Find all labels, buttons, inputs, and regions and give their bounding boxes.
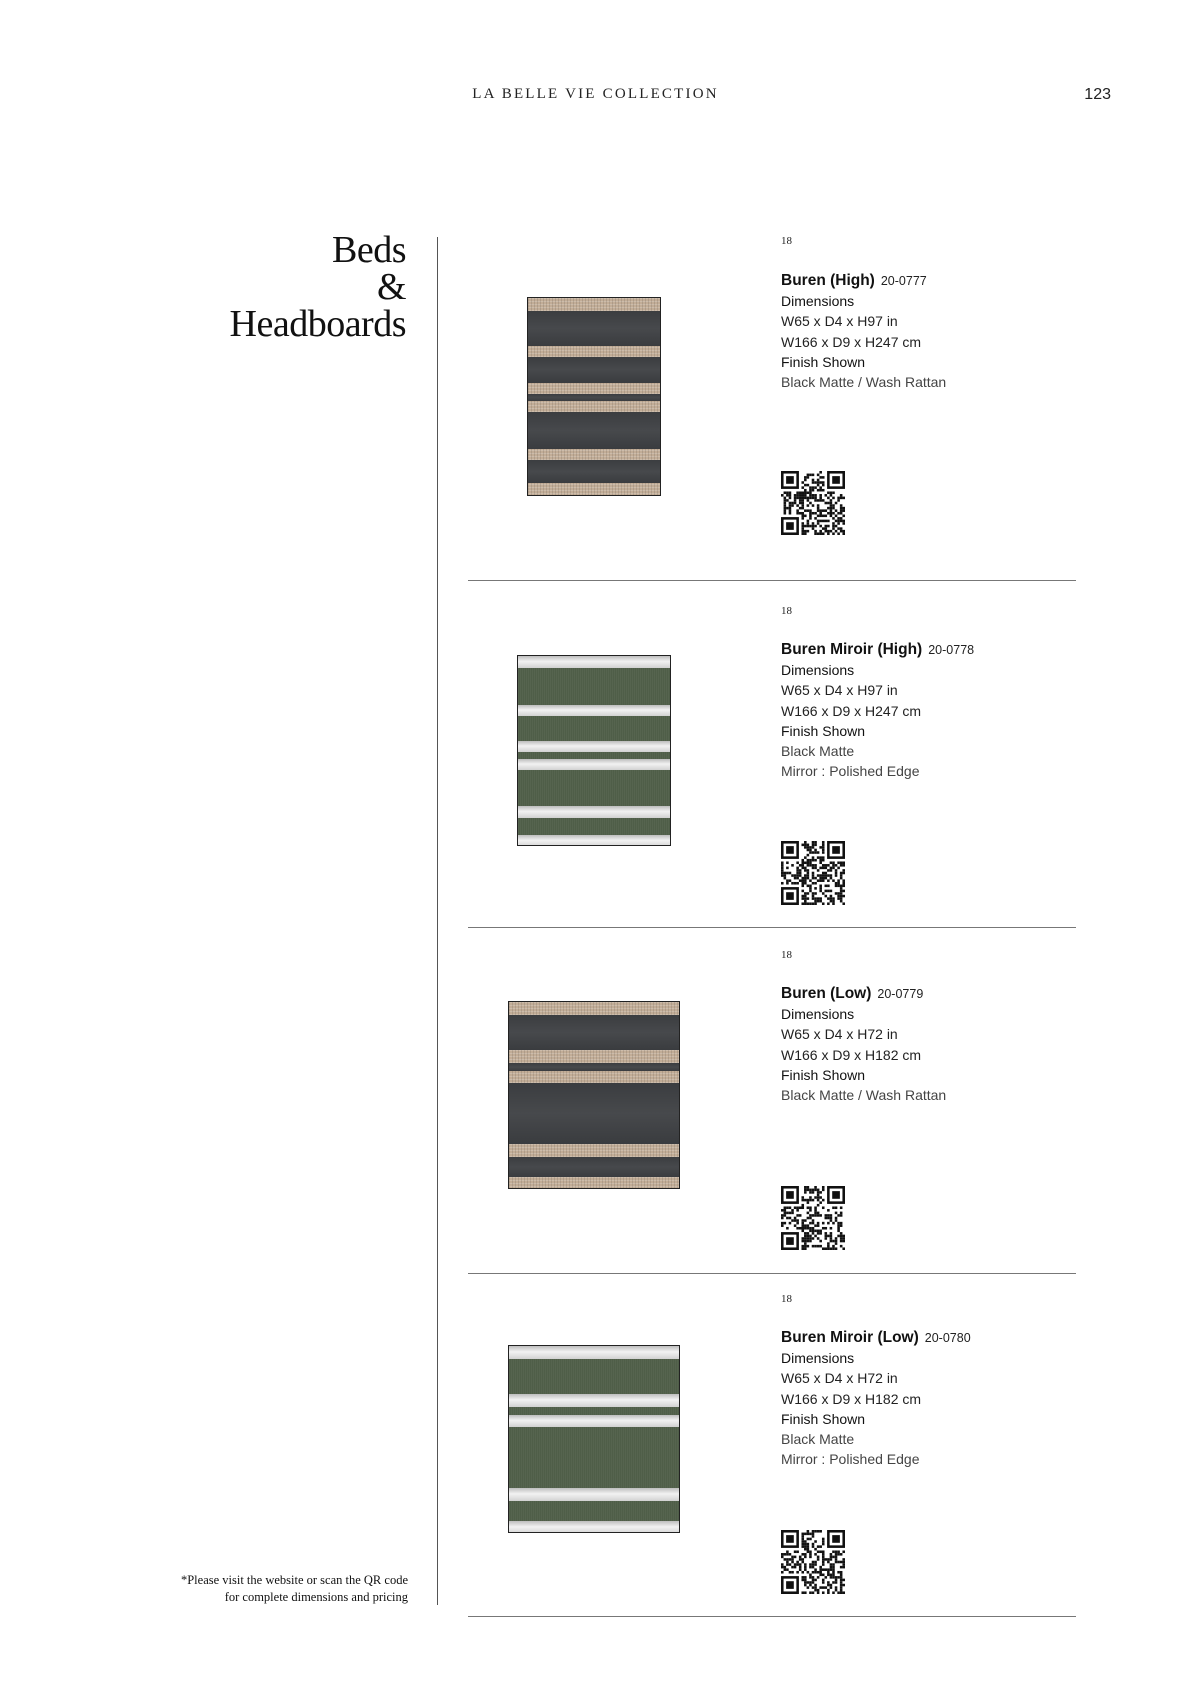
product-name: Buren (High)	[781, 272, 875, 289]
dimensions-label: Dimensions	[781, 1006, 855, 1023]
product-image-headboard	[517, 655, 671, 846]
product-divider	[468, 580, 1076, 581]
footnote-line: *Please visit the website or scan the QR code	[180, 1573, 408, 1587]
dimensions-inches: W65 x D4 x H97 in	[781, 313, 898, 330]
product-number: 18	[781, 1293, 792, 1305]
finish-value: Black Matte / Wash Rattan	[781, 374, 947, 391]
finish-value: Black Matte	[781, 1431, 855, 1448]
qr-code-icon[interactable]	[781, 1186, 845, 1250]
product-image-headboard	[508, 1001, 680, 1189]
product-entry	[468, 230, 1076, 580]
product-entry	[468, 600, 1076, 928]
product-image-headboard	[527, 297, 661, 496]
qr-code-icon[interactable]	[781, 841, 845, 905]
product-info	[781, 1327, 971, 1469]
footnote-line: for complete dimensions and pricing	[224, 1590, 408, 1604]
finish-label: Finish Shown	[781, 1410, 866, 1427]
dimensions-cm: W166 x D9 x H182 cm	[781, 1046, 922, 1063]
finish-label: Finish Shown	[781, 353, 866, 370]
qr-code-icon[interactable]	[781, 471, 845, 535]
vertical-divider	[437, 237, 438, 1605]
product-name: Buren (Low)	[781, 985, 872, 1002]
product-name: Buren Miroir (Low)	[781, 1329, 919, 1346]
dimensions-inches: W65 x D4 x H72 in	[781, 1026, 898, 1043]
product-entry	[468, 944, 1076, 1274]
product-code: 20-0777	[880, 274, 927, 288]
product-number: 18	[781, 605, 792, 617]
dimensions-label: Dimensions	[781, 662, 855, 679]
qr-code-icon[interactable]	[781, 1530, 845, 1594]
finish-label: Finish Shown	[781, 1066, 866, 1083]
product-code: 20-0778	[928, 643, 975, 657]
section-title-line: &	[376, 266, 406, 308]
collection-title: LA BELLE VIE COLLECTION	[472, 86, 719, 102]
product-number: 18	[781, 235, 792, 247]
product-image-headboard	[508, 1345, 680, 1533]
product-info	[781, 983, 946, 1105]
finish-value: Mirror : Polished Edge	[781, 1451, 920, 1468]
product-code: 20-0779	[877, 987, 924, 1001]
finish-value: Mirror : Polished Edge	[781, 763, 920, 780]
product-code: 20-0780	[924, 1331, 971, 1345]
dimensions-label: Dimensions	[781, 1350, 855, 1367]
product-info	[781, 270, 946, 392]
section-title-line: Headboards	[229, 303, 406, 345]
product-number: 18	[781, 949, 792, 961]
dimensions-cm: W166 x D9 x H247 cm	[781, 702, 922, 719]
page-number: 123	[1084, 86, 1111, 103]
dimensions-label: Dimensions	[781, 293, 855, 310]
finish-label: Finish Shown	[781, 722, 866, 739]
section-title	[229, 229, 406, 345]
finish-value: Black Matte / Wash Rattan	[781, 1087, 947, 1104]
footnote	[181, 1572, 408, 1606]
product-divider	[468, 1616, 1076, 1617]
dimensions-inches: W65 x D4 x H72 in	[781, 1370, 898, 1387]
product-entry	[468, 1288, 1076, 1618]
finish-value: Black Matte	[781, 743, 855, 760]
dimensions-cm: W166 x D9 x H182 cm	[781, 1390, 922, 1407]
product-name: Buren Miroir (High)	[781, 641, 923, 658]
section-title-line: Beds	[332, 229, 406, 271]
dimensions-inches: W65 x D4 x H97 in	[781, 682, 898, 699]
product-divider	[468, 1273, 1076, 1274]
dimensions-cm: W166 x D9 x H247 cm	[781, 333, 922, 350]
product-divider	[468, 927, 1076, 928]
product-info	[781, 639, 974, 781]
